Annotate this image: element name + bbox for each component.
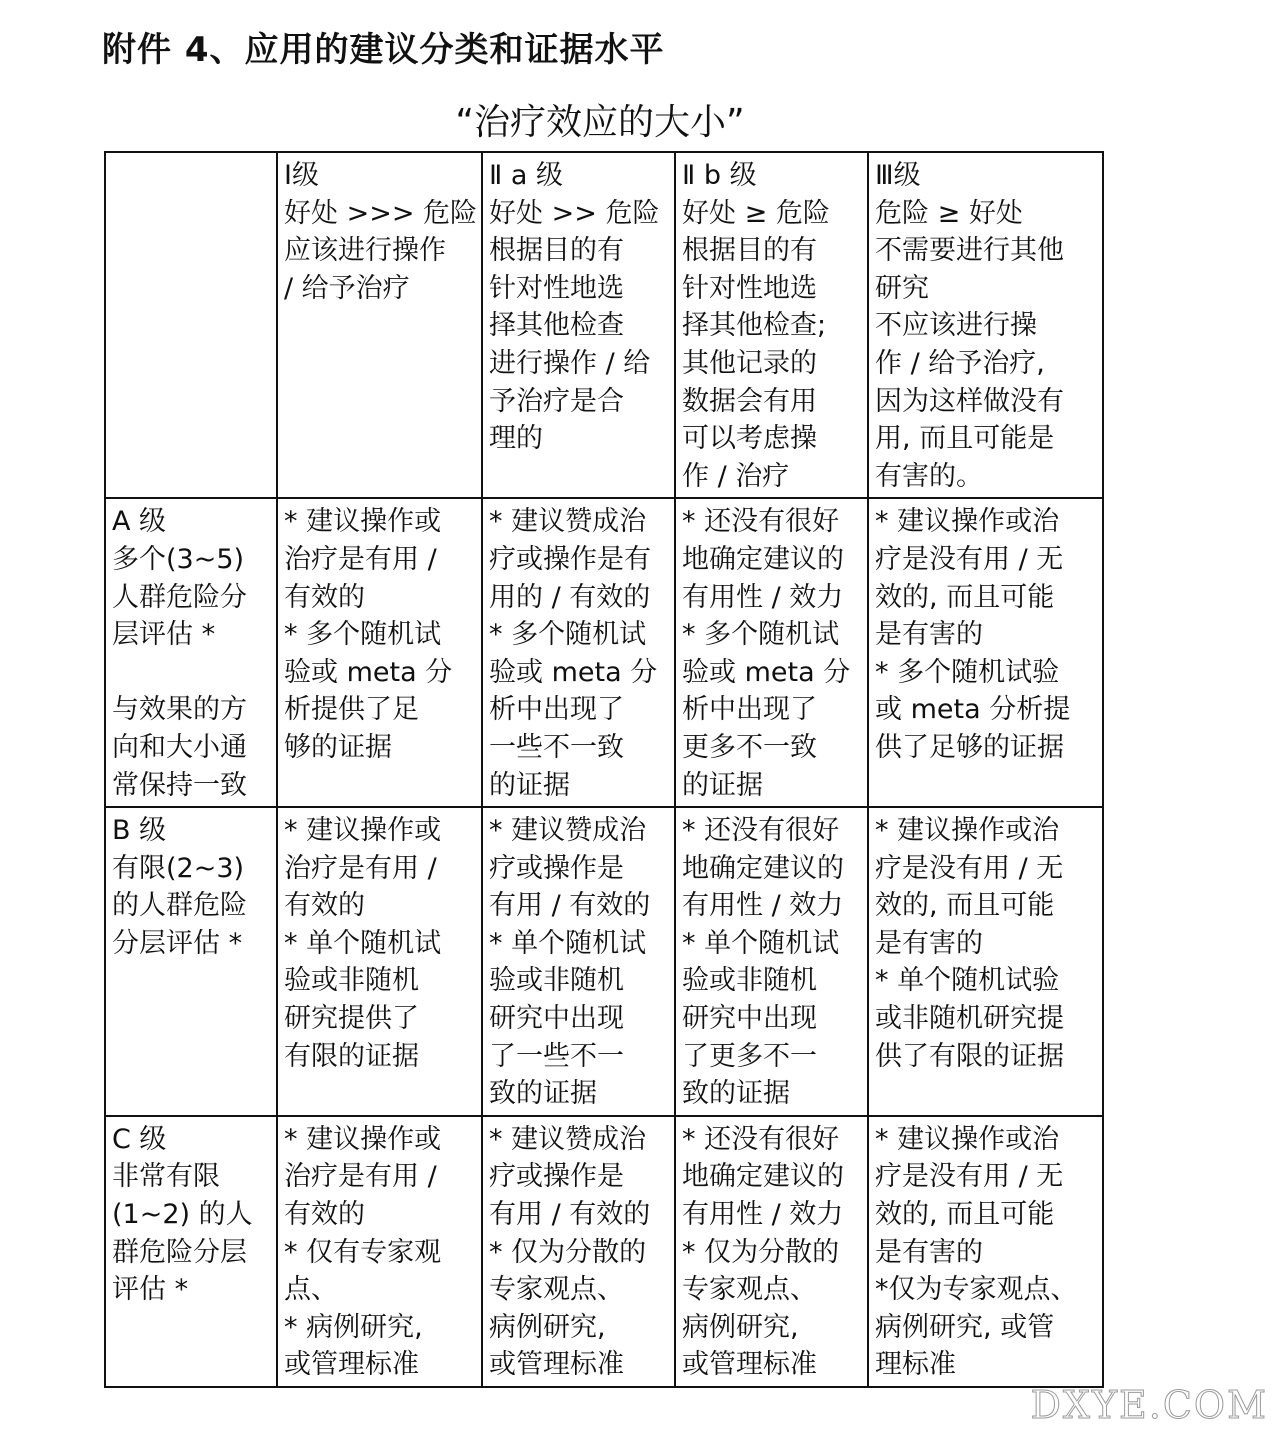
- cell-line: 专家观点、: [489, 1274, 625, 1306]
- cell-line: 析提供了足: [284, 694, 419, 726]
- cell-line: * 还没有很好: [682, 815, 840, 847]
- cell-line: 研究: [875, 272, 930, 304]
- cell-line: 用的 / 有效的: [489, 581, 651, 613]
- class-i-cell: [277, 1116, 482, 1387]
- cell-line: 群危险分层: [112, 1236, 247, 1268]
- cell-line: 或 meta 分析提: [875, 694, 1071, 726]
- cell-line: 进行操作 / 给: [489, 347, 651, 379]
- cell-line: 有限的证据: [284, 1040, 419, 1072]
- cell-line: 治疗是有用 /: [284, 1161, 437, 1193]
- cell-line: 或管理标准: [284, 1349, 419, 1381]
- table-row: [105, 1116, 1103, 1387]
- cell-line: (1~2) 的人: [112, 1199, 253, 1231]
- cell-line: [112, 654, 272, 692]
- class-iii-cell: [868, 152, 1103, 498]
- cell-line: 治疗是有用 /: [284, 543, 437, 575]
- cell-line: 的人群危险: [112, 890, 247, 922]
- cell-line: 析中出现了: [682, 694, 818, 726]
- cell-line: * 建议操作或治: [875, 506, 1060, 538]
- cell-line: 常保持一致: [112, 769, 247, 801]
- class-i-cell: [277, 498, 482, 807]
- cell-line: * 仅为分散的: [489, 1236, 647, 1268]
- cell-line: 可以考虑操: [682, 423, 818, 455]
- cell-line: C 级: [112, 1123, 167, 1155]
- cell-line: 数据会有用: [682, 385, 818, 417]
- cell-line: Ⅰ级: [284, 160, 319, 191]
- class-iib-cell: [675, 1116, 868, 1387]
- cell-line: 疗或操作是: [489, 1161, 625, 1193]
- cell-line: * 还没有很好: [682, 506, 840, 538]
- cell-line: * 建议赞成治: [489, 1123, 647, 1155]
- cell-line: 一些不一致: [489, 731, 625, 763]
- class-iia-cell: [482, 807, 675, 1116]
- cell-line: 验或 meta 分: [489, 656, 658, 688]
- cell-line: 有效的: [284, 581, 365, 613]
- cell-line: 有效的: [284, 890, 365, 922]
- cell-line: 或管理标准: [682, 1349, 818, 1381]
- cell-line: * 建议操作或: [284, 815, 442, 847]
- cell-line: / 给予治疗: [284, 272, 410, 304]
- cell-line: 其他记录的: [682, 347, 818, 379]
- cell-line: 供了有限的证据: [875, 1040, 1065, 1072]
- watermark-logo: DXYE.COM: [1030, 1383, 1268, 1427]
- cell-line: * 仅有专家观: [284, 1236, 442, 1268]
- cell-line: * 还没有很好: [682, 1123, 840, 1155]
- cell-line: * 病例研究,: [284, 1311, 423, 1343]
- class-i-cell: [277, 152, 482, 498]
- cell-line: 予治疗是合: [489, 385, 625, 417]
- class-i-cell: [277, 807, 482, 1116]
- cell-line: 治疗是有用 /: [284, 852, 437, 884]
- cell-line: 病例研究,: [682, 1311, 799, 1343]
- cell-line: 有用性 / 效力: [682, 1199, 844, 1231]
- cell-line: Ⅱ b 级: [682, 160, 757, 191]
- cell-line: 与效果的方: [112, 694, 247, 726]
- cell-line: * 建议赞成治: [489, 506, 647, 538]
- class-iib-cell: [675, 152, 868, 498]
- cell-line: 不应该进行操: [875, 310, 1038, 342]
- cell-line: * 建议操作或治: [875, 1123, 1060, 1155]
- cell-line: Ⅲ级: [875, 160, 921, 191]
- cell-line: 非常有限: [112, 1161, 220, 1193]
- cell-line: 好处 ≥ 危险: [682, 197, 830, 229]
- cell-line: 效的, 而且可能: [875, 890, 1055, 922]
- cell-line: 根据目的有: [682, 235, 818, 267]
- cell-line: 有限(2~3): [112, 852, 245, 884]
- row-header-cell: [105, 498, 277, 807]
- cell-line: 不需要进行其他: [875, 235, 1065, 267]
- cell-line: 疗或操作是: [489, 852, 625, 884]
- cell-line: 有害的。: [875, 460, 984, 492]
- cell-line: * 多个随机试: [284, 619, 442, 651]
- cell-line: * 单个随机试: [284, 927, 442, 959]
- table-row: [105, 498, 1103, 807]
- cell-line: 应该进行操作: [284, 235, 446, 267]
- table-caption: “治疗效应的大小”: [455, 102, 745, 143]
- cell-line: 有用性 / 效力: [682, 890, 844, 922]
- cell-line: * 单个随机试验: [875, 965, 1060, 997]
- class-iia-cell: [482, 1116, 675, 1387]
- cell-line: 理的: [489, 423, 544, 455]
- cell-line: 点、: [284, 1274, 338, 1306]
- cell-line: * 仅为分散的: [682, 1236, 840, 1268]
- cell-line: 验或非随机: [682, 965, 818, 997]
- row-header-cell: [105, 807, 277, 1116]
- table-row: [105, 807, 1103, 1116]
- class-iii-cell: [868, 1116, 1103, 1387]
- cell-line: 验或非随机: [284, 965, 419, 997]
- cell-line: 验或非随机: [489, 965, 625, 997]
- cell-line: 有用 / 有效的: [489, 890, 651, 922]
- cell-line: 的证据: [489, 769, 571, 801]
- cell-line: 地确定建议的: [682, 1161, 845, 1193]
- cell-line: 有效的: [284, 1199, 365, 1231]
- class-iib-cell: [675, 498, 868, 807]
- cell-line: 是有害的: [875, 1236, 984, 1268]
- cell-line: 因为这样做没有: [875, 385, 1065, 417]
- class-iii-cell: [868, 498, 1103, 807]
- cell-line: 好处 >>> 危险: [284, 197, 478, 229]
- cell-line: * 多个随机试: [489, 619, 647, 651]
- cell-line: 好处 >> 危险: [489, 197, 660, 229]
- cell-line: 理标准: [875, 1349, 957, 1381]
- cell-line: 或管理标准: [489, 1349, 625, 1381]
- cell-line: * 建议操作或治: [875, 815, 1060, 847]
- cell-line: 作 / 给予治疗,: [875, 347, 1045, 379]
- cell-line: 是有害的: [875, 927, 984, 959]
- recommendation-evidence-table: [104, 151, 1104, 1388]
- cell-line: 是有害的: [875, 619, 984, 651]
- cell-line: 了更多不一: [682, 1040, 818, 1072]
- cell-line: 研究中出现: [489, 1003, 625, 1035]
- cell-line: 够的证据: [284, 731, 392, 763]
- cell-line: * 建议操作或: [284, 1123, 442, 1155]
- cell-line: A 级: [112, 506, 167, 538]
- cell-line: 多个(3~5): [112, 543, 245, 575]
- cell-line: 效的, 而且可能: [875, 581, 1055, 613]
- cell-line: 危险 ≥ 好处: [875, 197, 1023, 229]
- cell-line: 疗是没有用 / 无: [875, 543, 1064, 575]
- cell-line: 向和大小通: [112, 731, 247, 763]
- cell-line: 病例研究,: [489, 1311, 606, 1343]
- cell-line: * 多个随机试验: [875, 656, 1060, 688]
- page-heading: 附件 4、应用的建议分类和证据水平: [102, 30, 665, 70]
- cell-line: 致的证据: [489, 1078, 598, 1110]
- cell-line: 验或 meta 分: [682, 656, 851, 688]
- cell-line: 人群危险分: [112, 581, 247, 613]
- cell-line: 分层评估 *: [112, 927, 243, 959]
- class-iii-cell: [868, 807, 1103, 1116]
- cell-line: 有用 / 有效的: [489, 1199, 651, 1231]
- class-iia-cell: [482, 152, 675, 498]
- cell-line: 专家观点、: [682, 1274, 818, 1306]
- cell-line: 根据目的有: [489, 235, 625, 267]
- cell-line: 供了足够的证据: [875, 731, 1065, 763]
- cell-line: Ⅱ a 级: [489, 160, 564, 191]
- class-iia-cell: [482, 498, 675, 807]
- row-header-cell: [105, 1116, 277, 1387]
- row-header-cell: [105, 152, 277, 498]
- cell-line: * 单个随机试: [489, 927, 647, 959]
- cell-line: * 多个随机试: [682, 619, 840, 651]
- cell-line: *仅为专家观点、: [875, 1274, 1078, 1306]
- cell-line: 研究提供了: [284, 1003, 419, 1035]
- cell-line: 作 / 治疗: [682, 460, 790, 492]
- cell-line: 了一些不一: [489, 1040, 625, 1072]
- cell-line: 地确定建议的: [682, 543, 845, 575]
- cell-line: 针对性地选: [489, 272, 625, 304]
- cell-line: 择其他检查: [489, 310, 625, 342]
- cell-line: B 级: [112, 815, 167, 847]
- cell-line: 病例研究, 或管: [875, 1311, 1055, 1343]
- cell-line: 针对性地选: [682, 272, 818, 304]
- cell-line: 地确定建议的: [682, 852, 845, 884]
- cell-line: 层评估 *: [112, 619, 216, 651]
- cell-line: 评估 *: [112, 1274, 189, 1306]
- cell-line: * 单个随机试: [682, 927, 840, 959]
- cell-line: 的证据: [682, 769, 764, 801]
- cell-line: 择其他检查;: [682, 310, 827, 342]
- cell-line: 疗是没有用 / 无: [875, 852, 1064, 884]
- cell-line: 疗或操作是有: [489, 543, 652, 575]
- cell-line: 效的, 而且可能: [875, 1199, 1055, 1231]
- class-iib-cell: [675, 807, 868, 1116]
- cell-line: 致的证据: [682, 1078, 791, 1110]
- cell-line: 或非随机研究提: [875, 1003, 1065, 1035]
- cell-line: 验或 meta 分: [284, 656, 453, 688]
- cell-line: * 建议赞成治: [489, 815, 647, 847]
- cell-line: 用, 而且可能是: [875, 423, 1055, 455]
- cell-line: 有用性 / 效力: [682, 581, 844, 613]
- cell-line: 疗是没有用 / 无: [875, 1161, 1064, 1193]
- table-row: [105, 152, 1103, 498]
- cell-line: 更多不一致: [682, 731, 818, 763]
- cell-line: 研究中出现: [682, 1003, 818, 1035]
- cell-line: * 建议操作或: [284, 506, 442, 538]
- cell-line: 析中出现了: [489, 694, 625, 726]
